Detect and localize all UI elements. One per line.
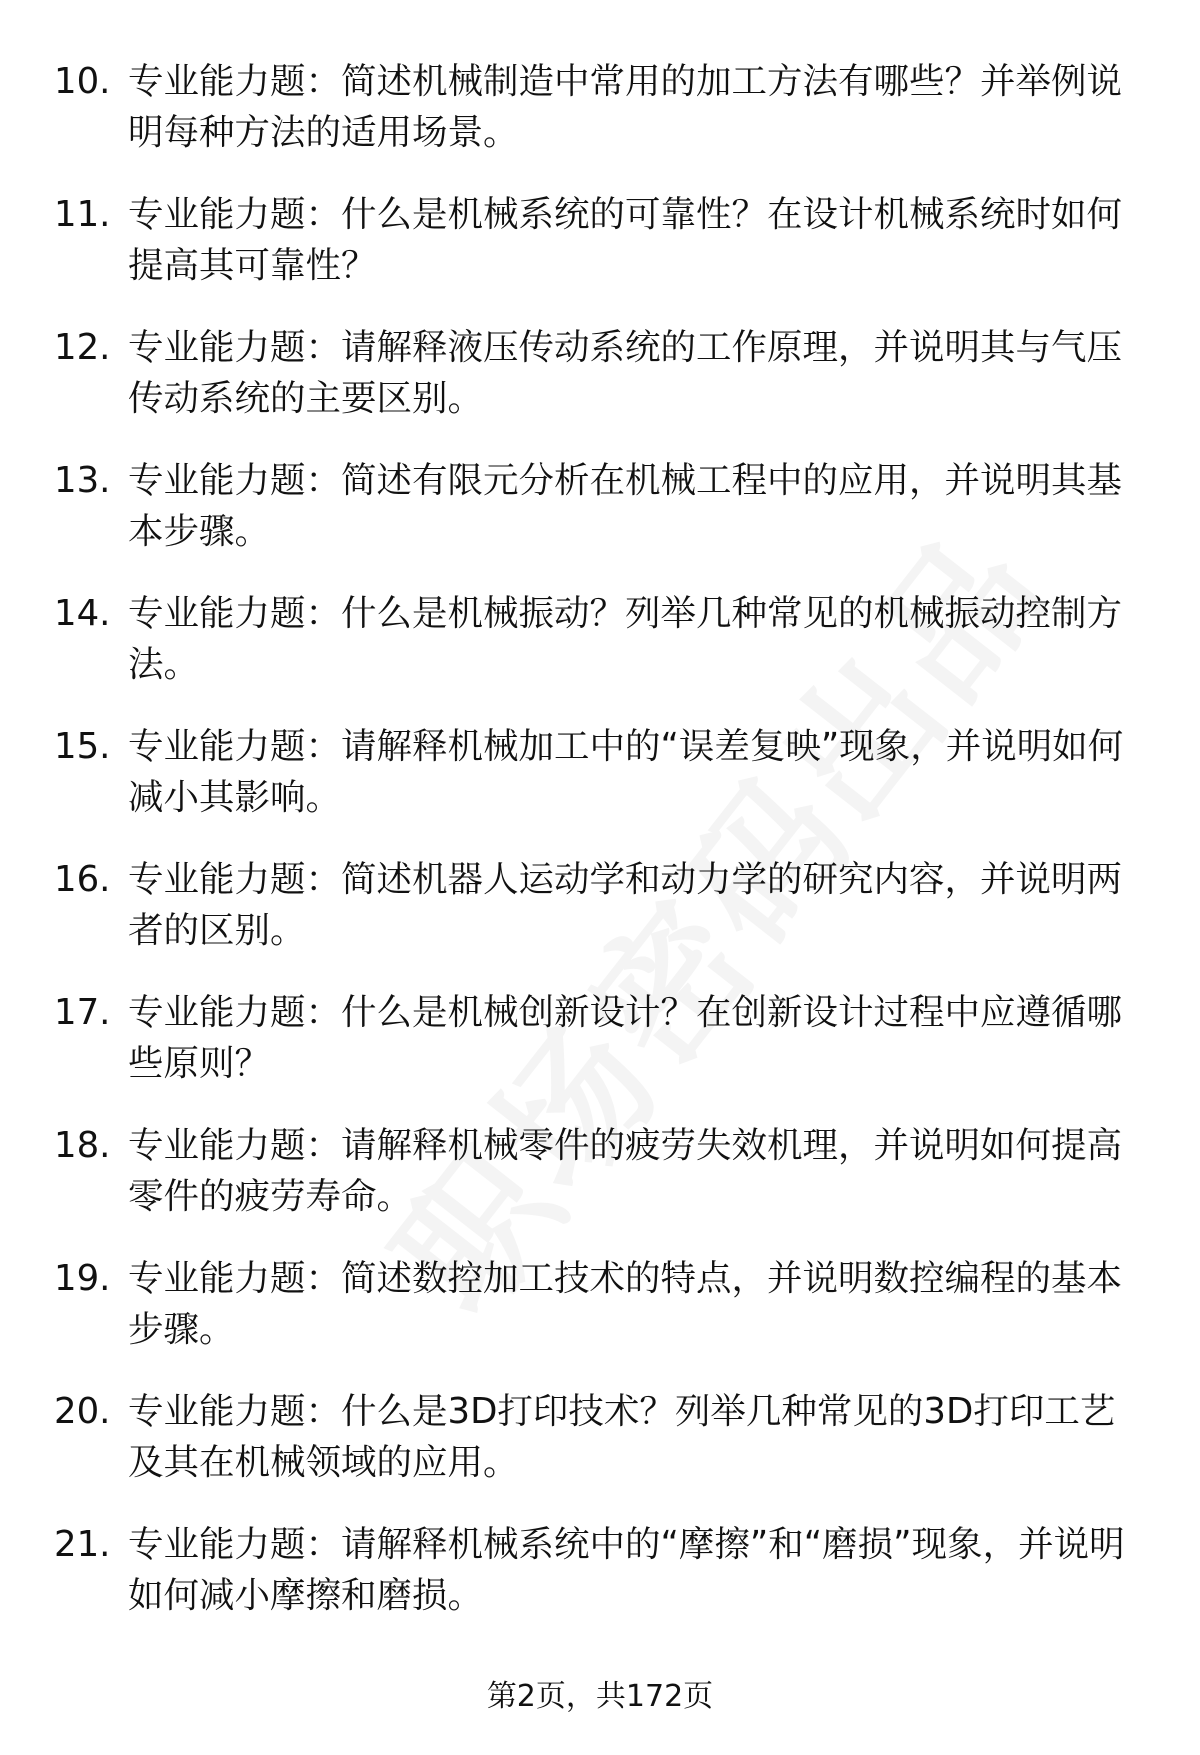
question-number: 16. [54, 859, 111, 900]
question-item [54, 455, 1134, 557]
question-number: 20. [54, 1391, 111, 1432]
question-list [54, 56, 1134, 1652]
question-number: 11. [54, 194, 111, 235]
question-item [54, 1386, 1134, 1488]
question-text: 专业能力题：简述有限元分析在机械工程中的应用，并说明其基本步骤。 [128, 460, 1123, 552]
question-text: 专业能力题：请解释机械加工中的“误差复映”现象，并说明如何减小其影响。 [128, 726, 1124, 818]
question-text: 专业能力题：请解释机械零件的疲劳失效机理，并说明如何提高零件的疲劳寿命。 [128, 1125, 1123, 1217]
question-text: 专业能力题：什么是机械创新设计？在创新设计过程中应遵循哪些原则？ [128, 992, 1123, 1084]
question-text: 专业能力题：什么是机械系统的可靠性？在设计机械系统时如何提高其可靠性？ [128, 194, 1123, 286]
question-number: 15. [54, 726, 111, 767]
question-text: 专业能力题：什么是机械振动？列举几种常见的机械振动控制方法。 [128, 593, 1123, 685]
question-text: 专业能力题：简述机械制造中常用的加工方法有哪些？并举例说明每种方法的适用场景。 [128, 61, 1123, 153]
question-text: 专业能力题：请解释机械系统中的“摩擦”和“磨损”现象，并说明如何减小摩擦和磨损。 [128, 1524, 1125, 1616]
question-item [54, 854, 1134, 956]
question-item [54, 1253, 1134, 1355]
question-item [54, 1519, 1134, 1621]
question-number: 21. [54, 1524, 111, 1565]
question-item [54, 56, 1134, 158]
question-item [54, 322, 1134, 424]
question-number: 13. [54, 460, 111, 501]
question-text: 专业能力题：简述机器人运动学和动力学的研究内容，并说明两者的区别。 [128, 859, 1123, 951]
question-number: 10. [54, 61, 111, 102]
question-item [54, 987, 1134, 1089]
question-item [54, 189, 1134, 291]
question-text: 专业能力题：什么是3D打印技术？列举几种常见的3D打印工艺及其在机械领域的应用。 [128, 1391, 1116, 1483]
question-number: 18. [54, 1125, 111, 1166]
question-number: 19. [54, 1258, 111, 1299]
question-item [54, 1120, 1134, 1222]
question-number: 12. [54, 327, 111, 368]
question-text: 专业能力题：请解释液压传动系统的工作原理，并说明其与气压传动系统的主要区别。 [128, 327, 1123, 419]
question-item [54, 588, 1134, 690]
question-number: 14. [54, 593, 111, 634]
question-number: 17. [54, 992, 111, 1033]
question-item [54, 721, 1134, 823]
page-number: 第2页，共172页 [486, 1679, 714, 1714]
question-text: 专业能力题：简述数控加工技术的特点，并说明数控编程的基本步骤。 [128, 1258, 1123, 1350]
